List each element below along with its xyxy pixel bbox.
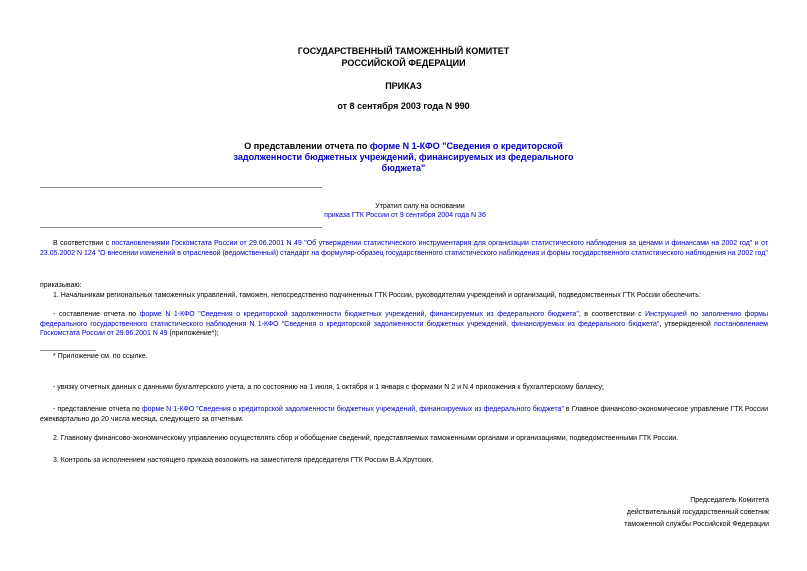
status-line1: Утратил силу на основании [375, 203, 465, 210]
item-3: 3. Контроль за исполнением настоящего приказа возложить на заместителя председателя ГТК России В.А.Крутских. [53, 457, 434, 464]
resolution-link[interactable]: постановлением Госкомстата России от 29.06.2001 N 49 [40, 320, 768, 337]
signature-line2: действительный государственный советник [626, 509, 769, 516]
top-divider [40, 187, 322, 188]
org-name-line2: РОССИЙСКОЙ ФЕДЕРАЦИИ [341, 58, 466, 68]
preamble: В соответствии с постановлениями Госкомстата России от 29.06.2001 N 49 "Об утверждении статистического инструментария для организации статистического наблюдения за ценами и финансами на 2002 год" и от 23.05.2002 N 124 "О внесении изменений в отраслевой (ведомственный) стандарт на формуляр-образец государственного статистического наблюдения и формы государственного статистического наблюдения на 2002 год" [40, 240, 769, 257]
signature-line1: Председатель Комитета [690, 497, 769, 504]
form-link-2[interactable]: форме N 1-КФО "Сведения о кредиторской задолженности бюджетных учреждений, финансируемых из федерального бюджета" [141, 406, 564, 413]
doc-type: ПРИКАЗ [385, 81, 422, 91]
bullet-2: - увязку отчетных данных с данными бухгалтерского учета, а по состоянию на 1 июля, 1 октября и 1 января с формами N 2 и N 4 приложения к бухгалтерскому балансу; [53, 384, 604, 391]
signature-block [624, 495, 769, 531]
footnote-divider [40, 350, 96, 351]
org-name-line1: ГОСУДАРСТВЕННЫЙ ТАМОЖЕННЫЙ КОМИТЕТ [297, 46, 510, 56]
order-word: приказываю: [40, 282, 82, 289]
bullet-3: - представление отчета по форме N 1-КФО "Сведения о кредиторской задолженности бюджетных учреждений, финансируемых из федерального бюджета" в Главное финансово-экономическое управление ГТК России ежеквартально до 20 числа месяца, следующего за отчетным. [40, 406, 768, 423]
item-1: 1. Начальникам региональных таможенных управлений, таможен, непосредственно подчиненных ГТК России, руководителям учреждений и организаций, подведомственных ГТК России обеспечить: [53, 292, 701, 299]
doc-title-prefix: О представлении отчета по [244, 141, 370, 151]
instruction-link[interactable]: Инструкцией по заполнению формы федерального государственного статистического наблюдения N 1-КФО "Сведения о кредиторской задолженности бюджетных учреждений, финансируемых из федерального бюджета" [40, 311, 768, 328]
goskomstat-resolutions-link[interactable]: постановлениями Госкомстата России от 29.06.2001 N 49 "Об утверждении статистического инструментария для организации статистического наблюдения за ценами и финансами на 2002 год" и от 23.05.2002 N 124 "О внесении изменений в отраслевой (ведомственный) стандарт на формуляр-образец государственного статистического наблюдения и формы государственного статистического наблюдения на 2002 год" [40, 240, 769, 257]
status-repeal-link[interactable]: приказа ГТК России от 9 сентября 2004 года N 36 [324, 212, 486, 219]
signature-line3: таможенной службы Российской Федерации [624, 521, 769, 528]
doc-title-form-link[interactable]: форме N 1-КФО "Сведения о кредиторской задолженности бюджетных учреждений, финансируемых из федерального бюджета" [233, 141, 574, 173]
form-link[interactable]: форме N 1-КФО "Сведения о кредиторской задолженности бюджетных учреждений, финансируемых из федерального бюджета" [139, 311, 579, 318]
status-divider [40, 227, 322, 228]
footnote: * Приложение см. по ссылке. [53, 353, 148, 360]
bullet-1: - составление отчета по форме N 1-КФО "Сведения о кредиторской задолженности бюджетных учреждений, финансируемых из федерального бюджета", в соответствии с Инструкцией по заполнению формы федерального государственного статистического наблюдения N 1-КФО "Сведения о кредиторской задолженности бюджетных учреждений, финансируемых из федерального бюджета", утвержденной постановлением Госкомстата России от 29.06.2001 N 49 (приложение*); [40, 311, 768, 337]
item-2: 2. Главному финансово-экономическому управлению осуществлять сбор и обобщение сведений, представляемых таможенными органами и организациями, подведомственными ГТК России. [53, 435, 679, 442]
doc-title [230, 141, 577, 174]
doc-date: от 8 сентября 2003 года N 990 [337, 101, 470, 111]
